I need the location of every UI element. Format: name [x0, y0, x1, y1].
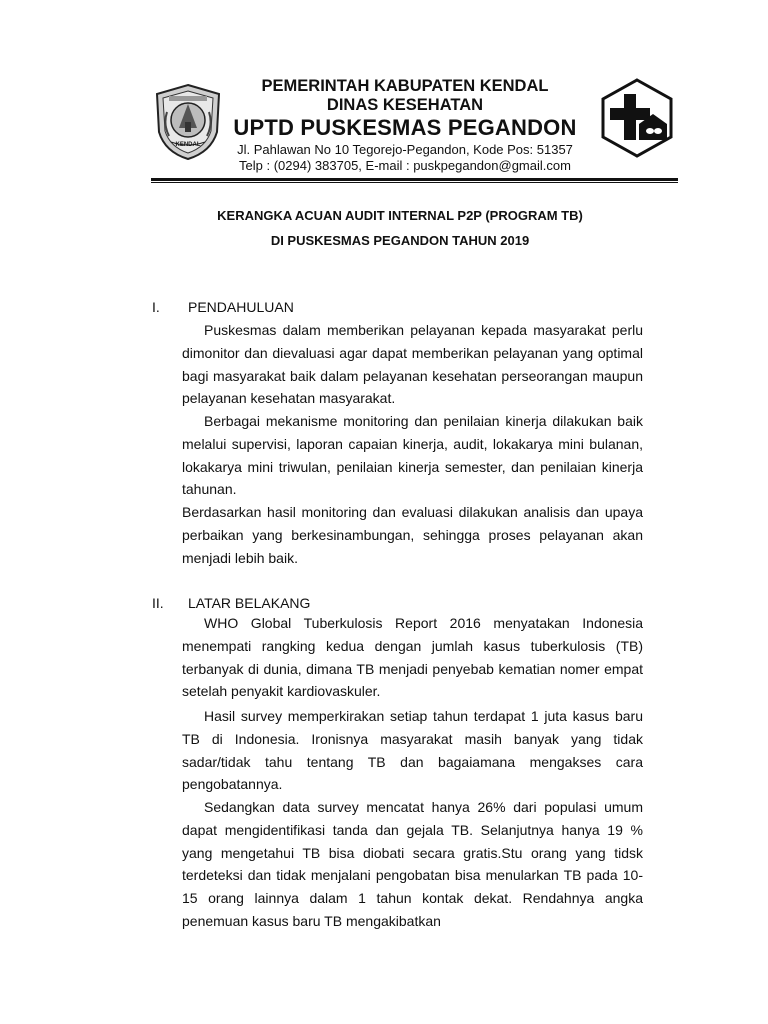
document-title: KERANGKA ACUAN AUDIT INTERNAL P2P (PROGRAM TB): [217, 208, 583, 223]
letterhead-government: PEMERINTAH KABUPATEN KENDAL: [261, 77, 549, 95]
document-subtitle: DI PUSKESMAS PEGANDON TAHUN 2019: [270, 233, 530, 248]
paragraph: Puskesmas dalam memberikan pelayanan kepada masyarakat perlu dimonitor dan dievaluasi agar dapat memberikan pelayanan yang optimal bagi masyarakat baik dalam pelayanan kesehatan perseorangan maupun pelayanan kesehatan masyarakat.: [182, 322, 643, 407]
section-heading: PENDAHULUAN: [188, 299, 294, 315]
letterhead-divider-thin: [151, 182, 678, 183]
letterhead-address: Jl. Pahlawan No 10 Tegorejo-Pegandon, Kode Pos: 51357: [237, 142, 573, 157]
paragraph: Sedangkan data survey mencatat hanya 26% dari populasi umum dapat mengidentifikasi tanda dan gejala TB. Selanjutnya hanya 19 % yang mengetahui TB bisa diobati secara gratis.Stu orang yang tidsk terdeteksi dan tidak menjalani pengobatan bisa menularkan TB pada 10-15 orang lainnya dalam 1 tahun kontak dekat. Rendahnya angka penemuan kasus baru TB mengakibatkan: [182, 799, 643, 929]
letterhead-institution: UPTD PUSKESMAS PEGANDON: [233, 115, 577, 140]
puskesmas-cross-house-icon: [597, 78, 677, 158]
section-number: I.: [152, 299, 160, 315]
letterhead-department: DINAS KESEHATAN: [326, 96, 484, 114]
svg-text:KENDAL: KENDAL: [175, 142, 201, 148]
section-heading: LATAR BELAKANG: [188, 595, 311, 611]
paragraph: Berdasarkan hasil monitoring dan evaluasi dilakukan analisis dan upaya perbaikan yang berkesinambungan, sehingga proses pelayanan akan menjadi lebih baik.: [182, 504, 643, 566]
paragraph: WHO Global Tuberkulosis Report 2016 menyatakan Indonesia menempati rangking kedua dengan jumlah kasus tuberkulosis (TB) terbanyak di dunia, dimana TB menjadi penyebab kematian nomer empat setelah penyakit kardiovaskuler.: [182, 615, 643, 700]
letterhead-contact: Telp : (0294) 383705, E-mail : puskpegandon@gmail.com: [239, 158, 571, 173]
paragraph: Berbagai mekanisme monitoring dan penilaian kinerja dilakukan baik melalui supervisi, laporan capaian kinerja, audit, lokakarya mini bulanan, lokakarya mini triwulan, penilaian kinerja semester, dan penilaian kinerja tahunan.: [182, 413, 643, 498]
letterhead-divider-thick: [151, 178, 678, 181]
paragraph: Hasil survey memperkirakan setiap tahun terdapat 1 juta kasus baru TB di Indonesia. Ironisnya masyarakat masih banyak yang tidak sadar/tidak tahu tentang TB dan bagaiamana mengakses cara pengobatannya.: [182, 708, 643, 793]
kendal-regency-seal-icon: [151, 82, 225, 162]
section-number: II.: [152, 595, 164, 611]
